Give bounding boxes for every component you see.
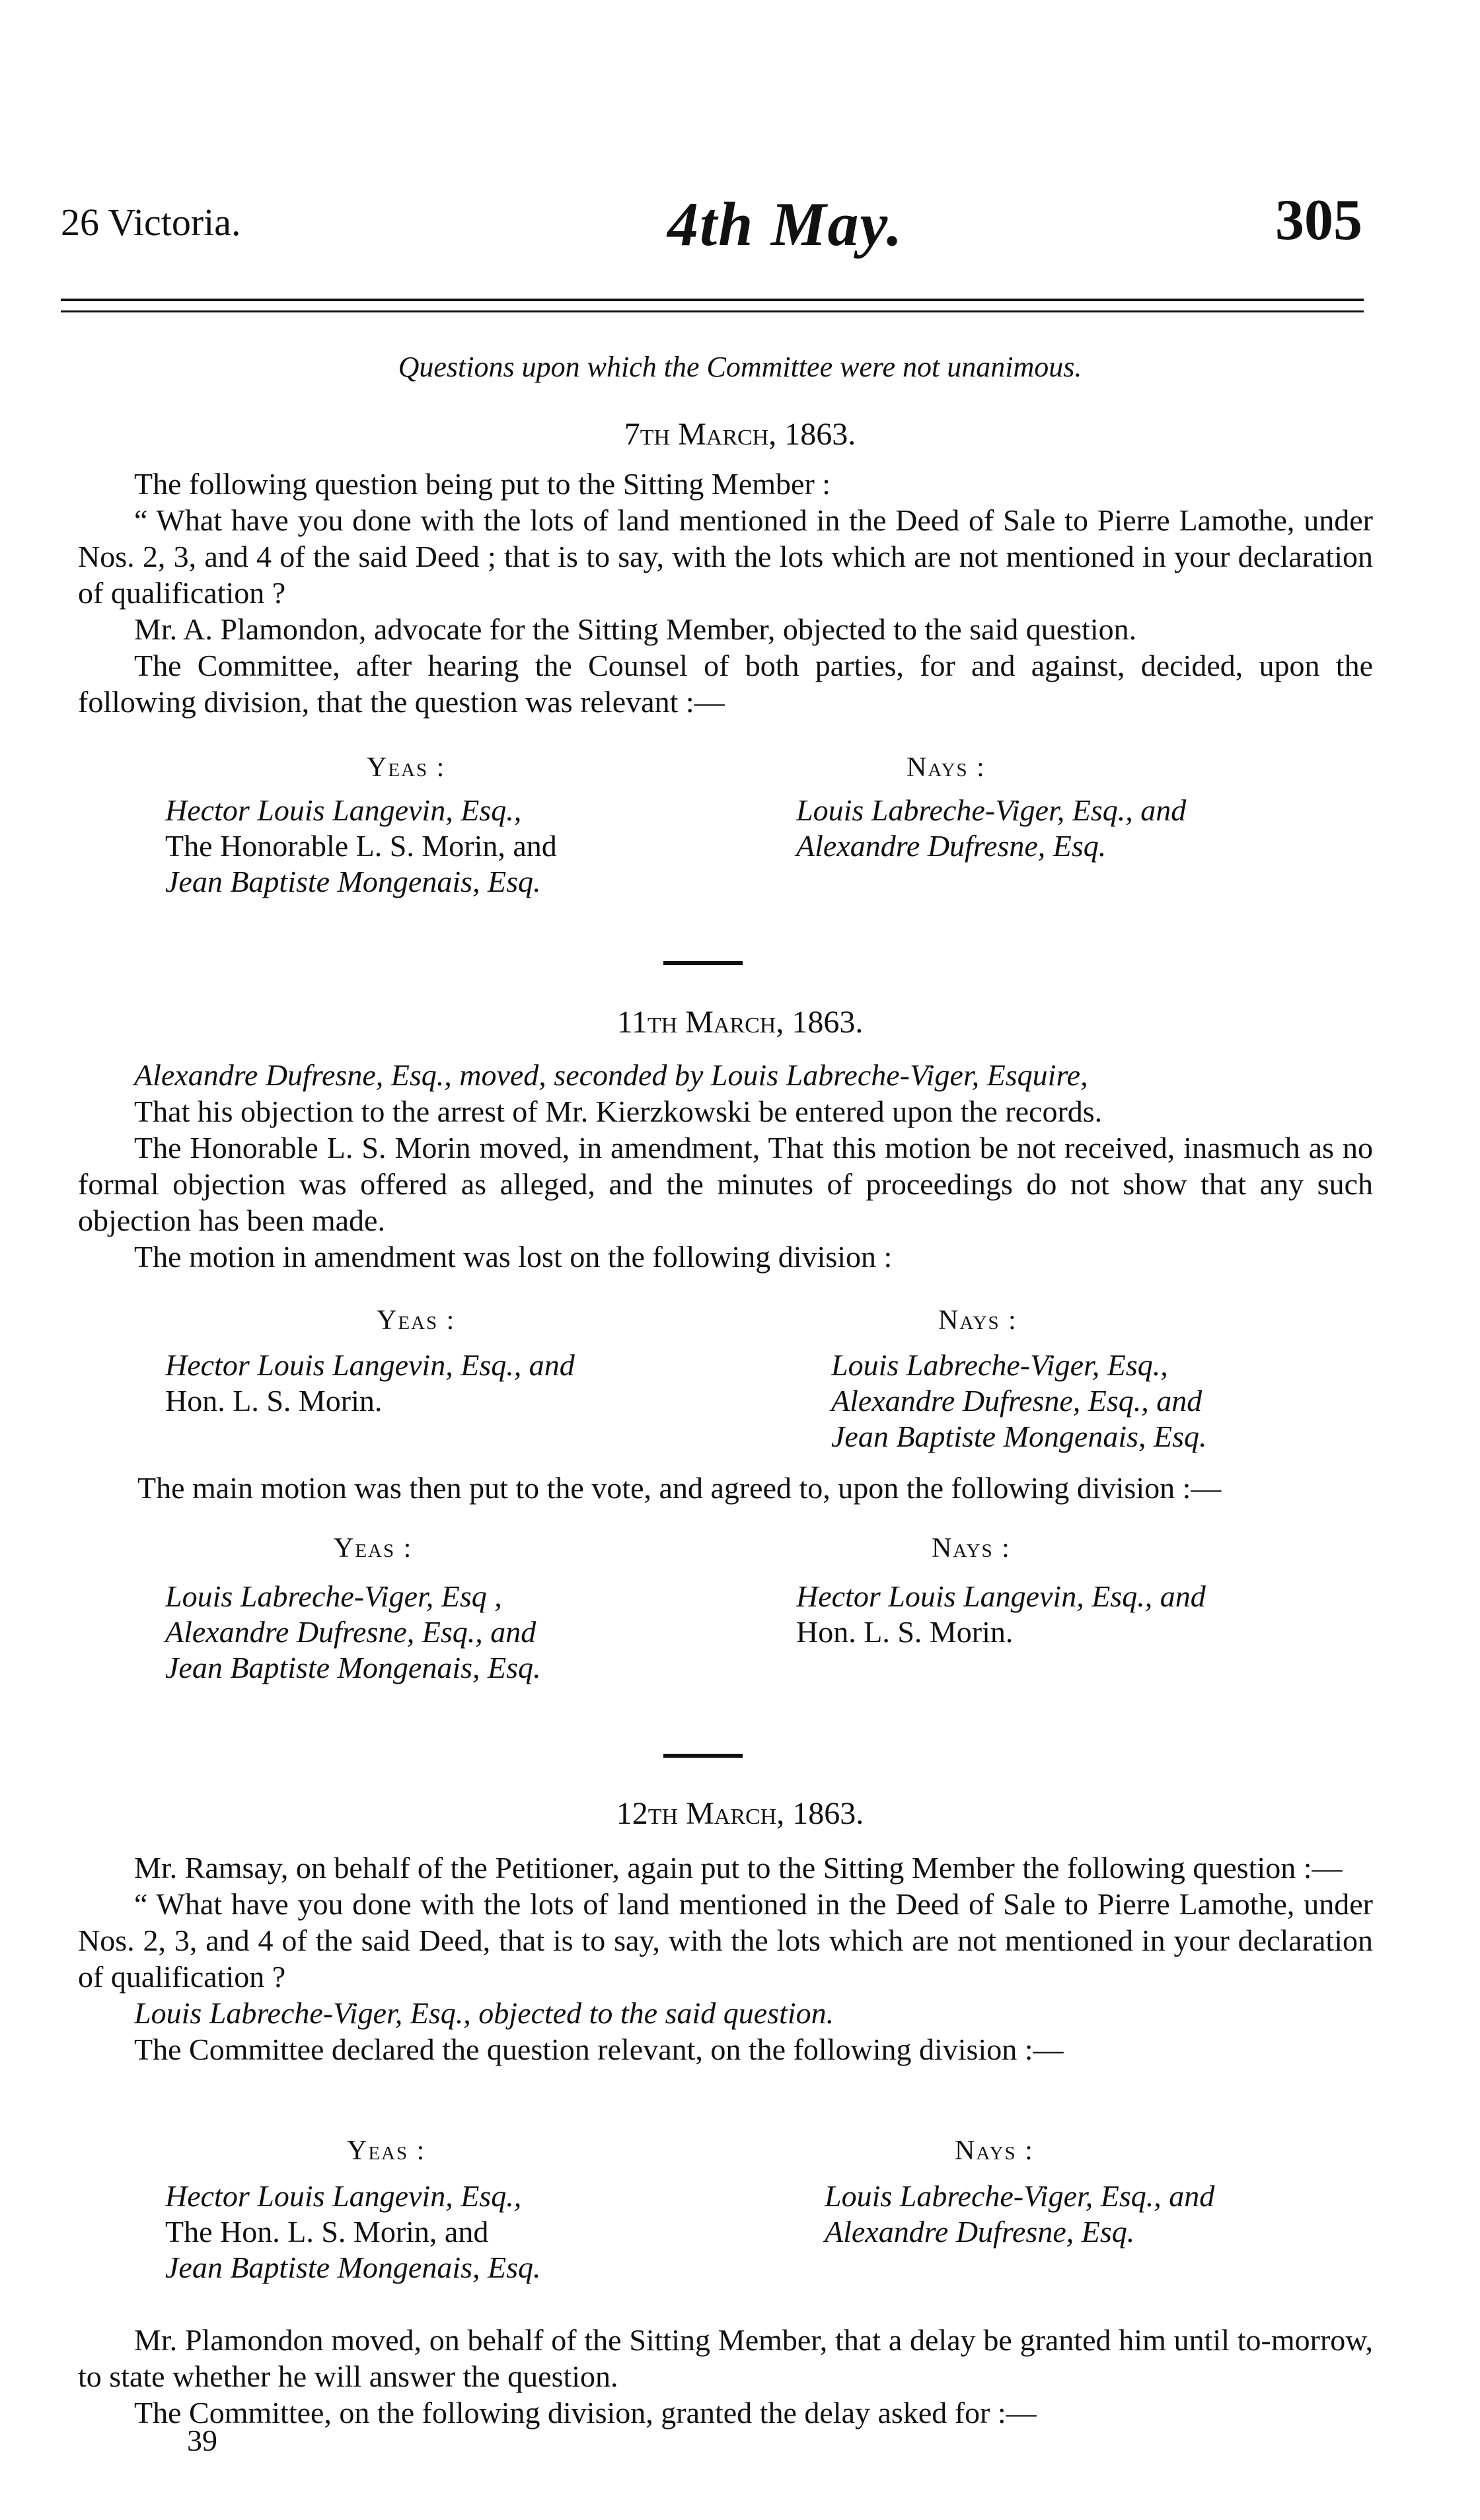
member-name: The Hon. L. S. Morin, and bbox=[165, 2215, 489, 2249]
member-name: Jean Baptiste Mongenais, Esq. bbox=[831, 1420, 1207, 1453]
paragraph: The main motion was then put to the vote, and agreed to, upon the following division :— bbox=[137, 1471, 1222, 1505]
section-separator bbox=[663, 1754, 743, 1758]
member-name: Hector Louis Langevin, Esq., bbox=[165, 2179, 522, 2213]
paragraph: “ What have you done with the lots of land mentioned in the Deed of Sale to Pierre Lamothe, under Nos. 2, 3, and 4 of the said Deed, that is to say, with the lots which are not mentioned in your declaration of qualification ? bbox=[78, 1887, 1373, 1994]
paragraph: The Honorable L. S. Morin moved, in amendment, That this motion be not received, inasmuch as no formal objection was offered as alleged, and the minutes of proceedings do not show that any such objection has been made. bbox=[78, 1131, 1373, 1237]
member-name: Hon. L. S. Morin. bbox=[165, 1384, 383, 1418]
header-rule-top bbox=[61, 299, 1364, 301]
member-name: Hector Louis Langevin, Esq., and bbox=[165, 1348, 575, 1382]
yeas-label: Yeas : bbox=[367, 752, 446, 783]
paragraph: That his objection to the arrest of Mr. Kierzkowski be entered upon the records. bbox=[134, 1095, 1103, 1128]
section-3-body bbox=[78, 1850, 1373, 2068]
paragraph: The following question being put to the Sitting Member : bbox=[134, 467, 831, 501]
paragraph: The Committee, after hearing the Counsel of both parties, for and against, decided, upon the following division, that the question was relevant :— bbox=[78, 649, 1373, 719]
yeas-list bbox=[165, 793, 557, 900]
member-name: The Honorable L. S. Morin, and bbox=[165, 829, 557, 863]
member-name: Jean Baptiste Mongenais, Esq. bbox=[165, 1651, 541, 1684]
header-session: 26 Victoria. bbox=[61, 201, 241, 244]
header-rule-bottom bbox=[61, 310, 1364, 312]
paragraph: Alexandre Dufresne, Esq., moved, seconded by Louis Labreche-Viger, Esquire, bbox=[134, 1058, 1088, 1092]
yeas-label: Yeas : bbox=[334, 1533, 413, 1564]
member-name: Hector Louis Langevin, Esq., and bbox=[796, 1579, 1206, 1613]
member-name: Jean Baptiste Mongenais, Esq. bbox=[165, 2250, 541, 2284]
member-name: Hector Louis Langevin, Esq., bbox=[165, 793, 522, 827]
member-name: Louis Labreche-Viger, Esq., and bbox=[825, 2179, 1215, 2213]
paragraph: The Committee, on the following division, granted the delay asked for :— bbox=[134, 2396, 1037, 2430]
nays-list bbox=[825, 2178, 1214, 2250]
nays-label: Nays : bbox=[932, 1533, 1011, 1564]
section-separator bbox=[663, 961, 743, 965]
member-name: Jean Baptiste Mongenais, Esq. bbox=[165, 865, 541, 898]
main-motion bbox=[78, 1470, 1373, 1506]
nays-list bbox=[831, 1348, 1207, 1455]
member-name: Louis Labreche-Viger, Esq , bbox=[165, 1579, 502, 1613]
paragraph: The motion in amendment was lost on the following division : bbox=[134, 1240, 893, 1274]
paragraph: Mr. Plamondon moved, on behalf of the Sitting Member, that a delay be granted him until to-morrow, to state whether he will answer the question. bbox=[78, 2323, 1373, 2393]
paragraph: Louis Labreche-Viger, Esq., objected to the said question. bbox=[134, 1996, 834, 2030]
nays-list bbox=[796, 1579, 1206, 1650]
member-name: Alexandre Dufresne, Esq., and bbox=[165, 1615, 536, 1649]
section-date-1: 7th March, 1863. bbox=[624, 417, 856, 452]
paragraph: Mr. A. Plamondon, advocate for the Sitting Member, objected to the said question. bbox=[134, 612, 1137, 646]
paragraph: The Committee declared the question relevant, on the following division :— bbox=[134, 2033, 1064, 2066]
nays-list bbox=[796, 793, 1186, 864]
member-name: Hon. L. S. Morin. bbox=[796, 1615, 1014, 1649]
paragraph: Mr. Ramsay, on behalf of the Petitioner, again put to the Sitting Member the following question :— bbox=[134, 1851, 1343, 1885]
member-name: Louis Labreche-Viger, Esq., bbox=[831, 1348, 1168, 1382]
nays-label: Nays : bbox=[938, 1305, 1018, 1336]
page-number: 305 bbox=[1275, 188, 1362, 252]
nays-label: Nays : bbox=[955, 2136, 1034, 2166]
signature-mark: 39 bbox=[187, 2424, 217, 2457]
yeas-list bbox=[165, 1348, 575, 1419]
nays-label: Nays : bbox=[906, 752, 986, 783]
header-date: 4th May. bbox=[667, 190, 904, 259]
member-name: Louis Labreche-Viger, Esq., and bbox=[796, 793, 1187, 827]
section-2-body bbox=[78, 1057, 1373, 1275]
member-name: Alexandre Dufresne, Esq., and bbox=[831, 1384, 1202, 1418]
yeas-list bbox=[165, 1579, 541, 1686]
member-name: Alexandre Dufresne, Esq. bbox=[825, 2215, 1135, 2249]
paragraph: “ What have you done with the lots of land mentioned in the Deed of Sale to Pierre Lamothe, under Nos. 2, 3, and 4 of the said Deed ; that is to say, with the lots which are not mentioned in your declaration of qualification ? bbox=[78, 503, 1373, 610]
yeas-list bbox=[165, 2178, 541, 2286]
page-subtitle: Questions upon which the Committee were not unanimous. bbox=[398, 351, 1082, 383]
section-1-body bbox=[78, 466, 1373, 720]
yeas-label: Yeas : bbox=[347, 2136, 426, 2166]
section-date-2: 11th March, 1863. bbox=[616, 1005, 864, 1040]
member-name: Alexandre Dufresne, Esq. bbox=[796, 829, 1107, 863]
section-date-3: 12th March, 1863. bbox=[616, 1796, 864, 1831]
yeas-label: Yeas : bbox=[377, 1305, 456, 1336]
closing-paragraphs bbox=[78, 2322, 1373, 2431]
